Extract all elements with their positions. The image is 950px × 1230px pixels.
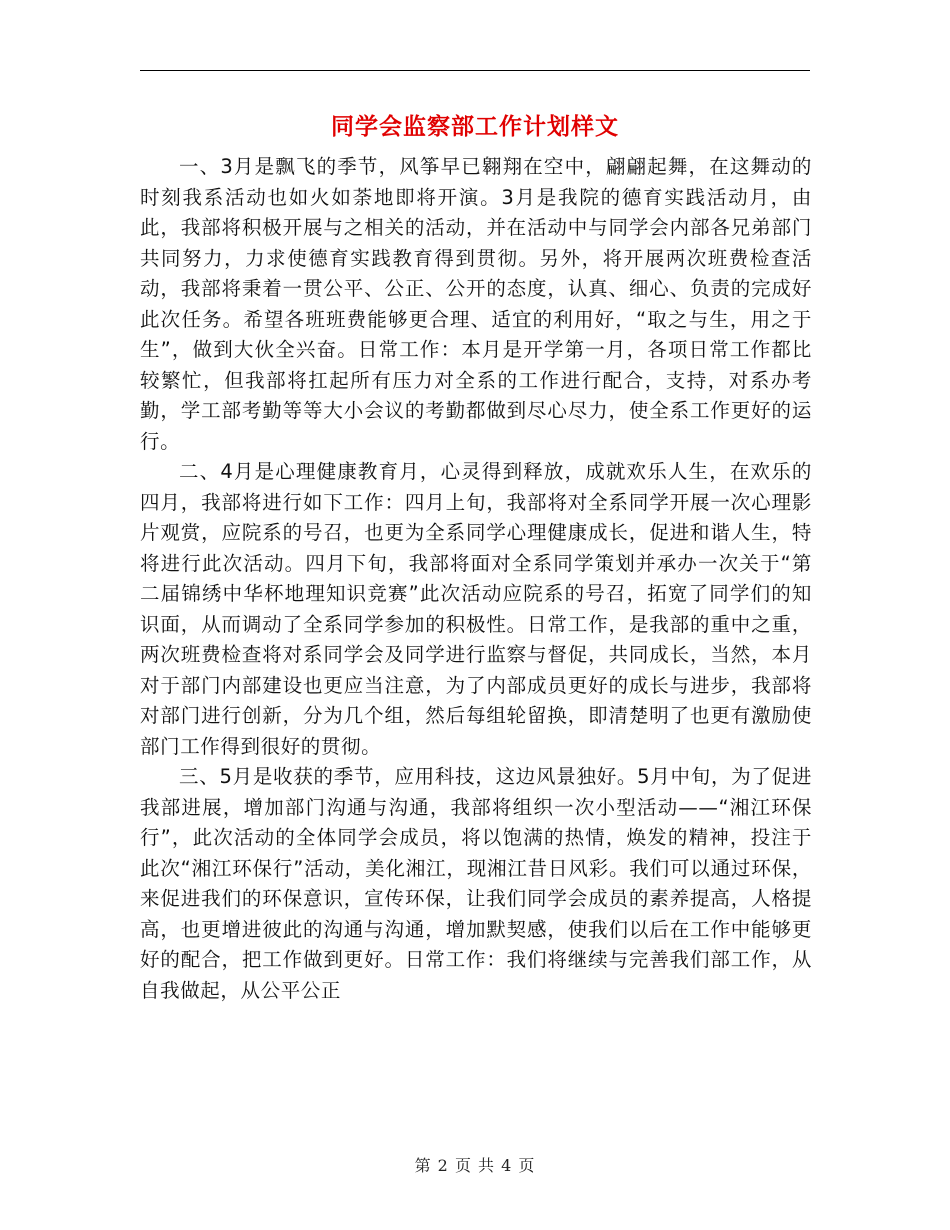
page-number: 第 2 页 共 4 页 [414,1156,536,1175]
paragraph-may: 三、5月是收获的季节，应用科技，这边风景独好。5月中旬，为了促进我部进展，增加部门沟通与沟通，我部将组织一次小型活动——“湘江环保行”，此次活动的全体同学会成员，将以饱满的热情，焕发的精神，投注于此次“湘江环保行”活动，美化湘江，现湘江昔日风彩。我们可以通过环保，来促进我们的环保意识，宣传环保，让我们同学会成员的素养提高，人格提高，也更增进彼此的沟通与沟通，增加默契感，使我们以后在工作中能够更好的配合，把工作做到更好。日常工作：我们将继续与完善我们部工作，从自我做起，从公平公正 [140,765,812,1002]
paragraph-march: 一、3月是飘飞的季节，风筝早已翱翔在空中，翩翩起舞，在这舞动的时刻我系活动也如火如荼地即将开演。3月是我院的德育实践活动月，由此，我部将积极开展与之相关的活动，并在活动中与同学会内部各兄弟部门共同努力，力求使德育实践教育得到贯彻。另外，将开展两次班费检查活动，我部将秉着一贯公平、公正、公开的态度，认真、细心、负责的完成好此次任务。希望各班班费能够更合理、适宜的利用好，“取之与生，用之于生”，做到大伙全兴奋。日常工作：本月是开学第一月，各项日常工作都比较繁忙，但我部将扛起所有压力对全系的工作进行配合，支持，对系办考勤，学工部考勤等等大小会议的考勤都做到尽心尽力，使全系工作更好的运行。 [140,155,812,453]
header-rule [140,70,810,71]
document-title: 同学会监察部工作计划样文 [331,113,619,140]
document-body [140,152,812,1006]
paragraph-april: 二、4月是心理健康教育月，心灵得到释放，成就欢乐人生，在欢乐的四月，我部将进行如下工作：四月上旬，我部将对全系同学开展一次心理影片观赏，应院系的号召，也更为全系同学心理健康成长，促进和谐人生，特将进行此次活动。四月下旬，我部将面对全系同学策划并承办一次关于“第二届锦绣中华杯地理知识竞赛”此次活动应院系的号召，拓宽了同学们的知识面，从而调动了全系同学参加的积极性。日常工作，是我部的重中之重，两次班费检查将对系同学会及同学进行监察与督促，共同成长，当然，本月对于部门内部建设也更应当注意，为了内部成员更好的成长与进步，我部将对部门进行创新，分为几个组，然后每组轮留换，即清楚明了也更有激励使部门工作得到很好的贯彻。 [140,460,812,758]
